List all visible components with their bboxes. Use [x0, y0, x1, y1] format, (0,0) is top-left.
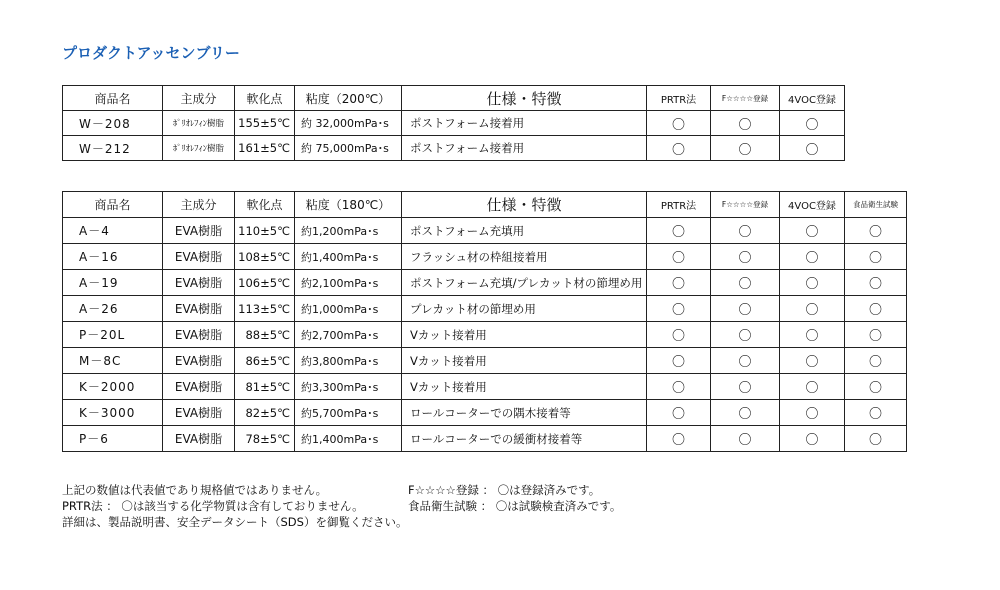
header-softening: 軟化点	[235, 192, 295, 218]
cell-prtr: 〇	[647, 270, 711, 296]
cell-name: K－3000	[63, 400, 163, 426]
cell-prtr: 〇	[647, 426, 711, 452]
note-line: PRTR法 ： 〇は該当する化学物質は含有しておりません。	[62, 499, 364, 513]
cell-name: W－208	[63, 111, 163, 136]
cell-name: K－2000	[63, 374, 163, 400]
cell-voc: 〇	[780, 400, 845, 426]
cell-voc: 〇	[780, 111, 845, 136]
table-eva-products	[62, 191, 907, 452]
cell-viscosity: 約1,400mPa･s	[295, 244, 402, 270]
cell-prtr: 〇	[647, 400, 711, 426]
cell-fstar: 〇	[711, 400, 780, 426]
cell-features: ロールコーターでの緩衝材接着等	[402, 426, 647, 452]
cell-name: P－6	[63, 426, 163, 452]
cell-component: EVA樹脂	[163, 426, 235, 452]
cell-prtr: 〇	[647, 111, 711, 136]
cell-component: EVA樹脂	[163, 296, 235, 322]
cell-food: 〇	[845, 348, 907, 374]
note-line: 食品衛生試験 ： 〇は試験検査済みです。	[408, 499, 622, 513]
cell-features: プレカット材の節埋め用	[402, 296, 647, 322]
cell-component: EVA樹脂	[163, 322, 235, 348]
cell-voc: 〇	[780, 374, 845, 400]
cell-name: M－8C	[63, 348, 163, 374]
cell-fstar: 〇	[711, 296, 780, 322]
note-line: F☆☆☆☆登録 ： 〇は登録済みです。	[408, 483, 601, 497]
cell-features: Vカット接着用	[402, 348, 647, 374]
cell-fstar: 〇	[711, 426, 780, 452]
cell-features: フラッシュ材の枠組接着用	[402, 244, 647, 270]
cell-softening: 106±5℃	[235, 270, 295, 296]
cell-component: ﾎﾟﾘｵﾚﾌｨﾝ樹脂	[163, 136, 235, 161]
cell-viscosity: 約3,800mPa･s	[295, 348, 402, 374]
cell-prtr: 〇	[647, 296, 711, 322]
table-row	[63, 111, 845, 136]
note-line: 詳細は、製品説明書、安全データシート（SDS）を御覧ください。	[62, 515, 408, 529]
cell-prtr: 〇	[647, 136, 711, 161]
cell-viscosity: 約2,100mPa･s	[295, 270, 402, 296]
cell-features: ポストフォーム充填用	[402, 218, 647, 244]
notes-right	[408, 482, 621, 514]
cell-component: EVA樹脂	[163, 244, 235, 270]
cell-name: A－16	[63, 244, 163, 270]
cell-voc: 〇	[780, 136, 845, 161]
header-voc: 4VOC登録	[780, 192, 845, 218]
cell-component: EVA樹脂	[163, 218, 235, 244]
table-row	[63, 244, 907, 270]
cell-features: ロールコーターでの隅木接着等	[402, 400, 647, 426]
table-row	[63, 374, 907, 400]
cell-food: 〇	[845, 400, 907, 426]
cell-prtr: 〇	[647, 374, 711, 400]
cell-prtr: 〇	[647, 218, 711, 244]
header-component: 主成分	[163, 192, 235, 218]
table-row	[63, 296, 907, 322]
cell-name: A－19	[63, 270, 163, 296]
header-prtr: PRTR法	[647, 86, 711, 111]
header-voc: 4VOC登録	[780, 86, 845, 111]
table-row	[63, 348, 907, 374]
cell-softening: 108±5℃	[235, 244, 295, 270]
header-viscosity: 粘度（200℃）	[295, 86, 402, 111]
cell-voc: 〇	[780, 426, 845, 452]
cell-food: 〇	[845, 218, 907, 244]
cell-fstar: 〇	[711, 270, 780, 296]
cell-softening: 86±5℃	[235, 348, 295, 374]
cell-component: EVA樹脂	[163, 348, 235, 374]
cell-voc: 〇	[780, 322, 845, 348]
cell-viscosity: 約2,700mPa･s	[295, 322, 402, 348]
header-features: 仕様・特徴	[402, 192, 647, 218]
cell-voc: 〇	[780, 218, 845, 244]
cell-name: P－20L	[63, 322, 163, 348]
cell-food: 〇	[845, 296, 907, 322]
table-row	[63, 270, 907, 296]
cell-features: ポストフォーム接着用	[402, 111, 647, 136]
notes-left	[62, 482, 407, 530]
table-row	[63, 426, 907, 452]
cell-voc: 〇	[780, 244, 845, 270]
cell-food: 〇	[845, 374, 907, 400]
cell-component: EVA樹脂	[163, 270, 235, 296]
header-fstar: F☆☆☆☆登録	[711, 86, 780, 111]
cell-viscosity: 約1,000mPa･s	[295, 296, 402, 322]
header-features: 仕様・特徴	[402, 86, 647, 111]
cell-softening: 81±5℃	[235, 374, 295, 400]
table-row	[63, 136, 845, 161]
cell-component: ﾎﾟﾘｵﾚﾌｨﾝ樹脂	[163, 111, 235, 136]
cell-prtr: 〇	[647, 348, 711, 374]
table-row	[63, 400, 907, 426]
header-name: 商品名	[63, 192, 163, 218]
cell-viscosity: 約3,300mPa･s	[295, 374, 402, 400]
cell-prtr: 〇	[647, 322, 711, 348]
cell-name: W－212	[63, 136, 163, 161]
header-softening: 軟化点	[235, 86, 295, 111]
cell-food: 〇	[845, 244, 907, 270]
cell-fstar: 〇	[711, 111, 780, 136]
cell-softening: 110±5℃	[235, 218, 295, 244]
cell-voc: 〇	[780, 270, 845, 296]
cell-viscosity: 約 32,000mPa･s	[295, 111, 402, 136]
cell-fstar: 〇	[711, 322, 780, 348]
cell-features: ポストフォーム接着用	[402, 136, 647, 161]
table-polyolefin-products	[62, 85, 845, 161]
table-header-row	[63, 192, 907, 218]
table-header-row	[63, 86, 845, 111]
cell-food: 〇	[845, 322, 907, 348]
table-row	[63, 218, 907, 244]
header-viscosity: 粘度（180℃）	[295, 192, 402, 218]
page-title: プロダクトアッセンブリー	[62, 44, 240, 62]
cell-features: Vカット接着用	[402, 374, 647, 400]
header-component: 主成分	[163, 86, 235, 111]
header-fstar: F☆☆☆☆登録	[711, 192, 780, 218]
cell-food: 〇	[845, 426, 907, 452]
cell-component: EVA樹脂	[163, 400, 235, 426]
cell-fstar: 〇	[711, 374, 780, 400]
cell-viscosity: 約 75,000mPa･s	[295, 136, 402, 161]
header-prtr: PRTR法	[647, 192, 711, 218]
cell-fstar: 〇	[711, 218, 780, 244]
cell-name: A－26	[63, 296, 163, 322]
cell-fstar: 〇	[711, 244, 780, 270]
cell-features: Vカット接着用	[402, 322, 647, 348]
cell-voc: 〇	[780, 296, 845, 322]
cell-name: A－4	[63, 218, 163, 244]
cell-features: ポストフォーム充填/プレカット材の節埋め用	[402, 270, 647, 296]
cell-prtr: 〇	[647, 244, 711, 270]
cell-food: 〇	[845, 270, 907, 296]
header-name: 商品名	[63, 86, 163, 111]
cell-softening: 82±5℃	[235, 400, 295, 426]
cell-softening: 113±5℃	[235, 296, 295, 322]
cell-softening: 88±5℃	[235, 322, 295, 348]
cell-softening: 161±5℃	[235, 136, 295, 161]
cell-component: EVA樹脂	[163, 374, 235, 400]
table-row	[63, 322, 907, 348]
cell-viscosity: 約1,400mPa･s	[295, 426, 402, 452]
cell-fstar: 〇	[711, 136, 780, 161]
cell-viscosity: 約5,700mPa･s	[295, 400, 402, 426]
cell-viscosity: 約1,200mPa･s	[295, 218, 402, 244]
cell-softening: 155±5℃	[235, 111, 295, 136]
note-line: 上記の数値は代表値であり規格値ではありません。	[62, 483, 328, 497]
cell-voc: 〇	[780, 348, 845, 374]
cell-fstar: 〇	[711, 348, 780, 374]
cell-softening: 78±5℃	[235, 426, 295, 452]
header-food: 食品衛生試験	[845, 192, 907, 218]
